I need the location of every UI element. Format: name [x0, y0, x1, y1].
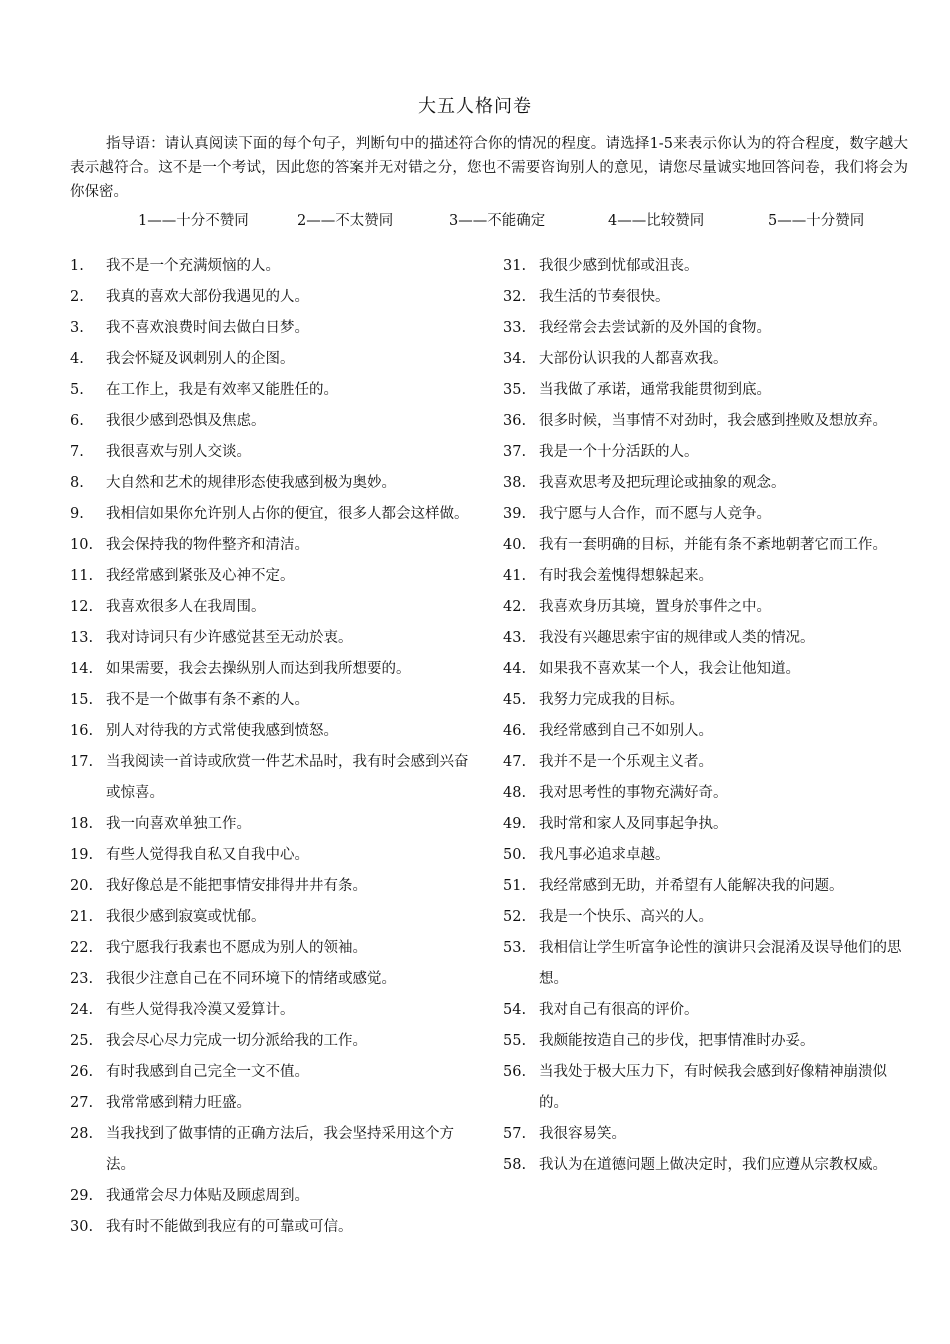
- question-item: [70, 1088, 480, 1119]
- question-text: 有时我会羞愧得想躲起来。: [539, 568, 713, 584]
- question-number: 43.: [503, 630, 527, 646]
- question-number: 4.: [70, 351, 84, 367]
- question-item: [503, 995, 911, 1026]
- question-number: 50.: [503, 847, 527, 863]
- question-number: 33.: [503, 320, 527, 336]
- question-number: 27.: [70, 1095, 94, 1111]
- question-item: [503, 809, 911, 840]
- question-item: [503, 654, 911, 685]
- question-text: 我很容易笑。: [539, 1126, 626, 1142]
- question-item: [503, 747, 911, 778]
- question-text: 我有一套明确的目标，并能有条不紊地朝著它而工作。: [539, 537, 887, 553]
- question-number: 29.: [70, 1188, 94, 1204]
- question-item: [70, 716, 480, 747]
- question-text: 我宁愿与人合作，而不愿与人竞争。: [539, 506, 771, 522]
- question-number: 46.: [503, 723, 527, 739]
- question-item: [503, 902, 911, 933]
- question-text: 我喜欢思考及把玩理论或抽象的观念。: [539, 475, 786, 491]
- question-item: [503, 313, 911, 344]
- question-text: 我不是一个充满烦恼的人。: [106, 258, 280, 274]
- question-item: [70, 840, 480, 871]
- question-number: 35.: [503, 382, 527, 398]
- question-number: 24.: [70, 1002, 94, 1018]
- question-number: 18.: [70, 816, 94, 832]
- question-text: 我很少感到忧郁或沮丧。: [539, 258, 699, 274]
- question-text: 很多时候，当事情不对劲时，我会感到挫败及想放弃。: [539, 413, 887, 429]
- question-number: 45.: [503, 692, 527, 708]
- question-item: [70, 1057, 480, 1088]
- question-text: 我对思考性的事物充满好奇。: [539, 785, 728, 801]
- question-number: 23.: [70, 971, 94, 987]
- question-number: 48.: [503, 785, 527, 801]
- question-text: 我一向喜欢单独工作。: [106, 816, 251, 832]
- question-item: [70, 1181, 480, 1212]
- scale-option-4: 4——比较赞同: [608, 213, 705, 229]
- question-item: [70, 313, 480, 344]
- question-item: [70, 344, 480, 375]
- question-item: [503, 344, 911, 375]
- question-text: 我宁愿我行我素也不愿成为别人的领袖。: [106, 940, 367, 956]
- question-number: 16.: [70, 723, 94, 739]
- question-text: 我相信让学生听富争论性的演讲只会混淆及误导他们的思想。: [539, 940, 902, 987]
- question-text: 有些人觉得我自私又自我中心。: [106, 847, 309, 863]
- question-item: [503, 251, 911, 282]
- question-item: [503, 1026, 911, 1057]
- question-text: 我凡事必追求卓越。: [539, 847, 670, 863]
- question-text: 我经常感到自己不如别人。: [539, 723, 713, 739]
- question-number: 11.: [70, 568, 94, 584]
- scale-option-2: 2——不太赞同: [297, 213, 394, 229]
- question-text: 我通常会尽力体贴及顾虑周到。: [106, 1188, 309, 1204]
- question-number: 5.: [70, 382, 84, 398]
- question-item: [503, 840, 911, 871]
- question-item: [70, 499, 480, 530]
- question-item: [70, 561, 480, 592]
- question-item: [70, 685, 480, 716]
- question-item: [503, 685, 911, 716]
- question-number: 38.: [503, 475, 527, 491]
- question-number: 31.: [503, 258, 527, 274]
- question-item: [503, 499, 911, 530]
- question-number: 55.: [503, 1033, 527, 1049]
- question-number: 58.: [503, 1157, 527, 1173]
- question-item: [70, 933, 480, 964]
- question-number: 42.: [503, 599, 527, 615]
- question-text: 有些人觉得我冷漠又爱算计。: [106, 1002, 295, 1018]
- question-item: [503, 530, 911, 561]
- question-text: 我没有兴趣思索宇宙的规律或人类的情况。: [539, 630, 815, 646]
- question-list-left: [70, 251, 480, 1243]
- question-text: 我会尽心尽力完成一切分派给我的工作。: [106, 1033, 367, 1049]
- question-number: 21.: [70, 909, 94, 925]
- question-text: 我并不是一个乐观主义者。: [539, 754, 713, 770]
- question-number: 51.: [503, 878, 527, 894]
- question-text: 我相信如果你允许别人占你的便宜，很多人都会这样做。: [106, 506, 469, 522]
- question-item: [70, 902, 480, 933]
- question-text: 我会怀疑及讽刺别人的企图。: [106, 351, 295, 367]
- question-item: [70, 871, 480, 902]
- question-item: [70, 964, 480, 995]
- question-number: 10.: [70, 537, 94, 553]
- question-item: [503, 778, 911, 809]
- question-text: 别人对待我的方式常使我感到愤怒。: [106, 723, 338, 739]
- question-number: 34.: [503, 351, 527, 367]
- question-number: 17.: [70, 754, 94, 770]
- question-item: [503, 933, 911, 995]
- question-text: 我对自己有很高的评价。: [539, 1002, 699, 1018]
- scale-option-1: 1——十分不赞同: [138, 213, 249, 229]
- scale-option-5: 5——十分赞同: [768, 213, 865, 229]
- question-item: [503, 282, 911, 313]
- question-text: 我时常和家人及同事起争执。: [539, 816, 728, 832]
- question-text: 我是一个十分活跃的人。: [539, 444, 699, 460]
- question-item: [503, 375, 911, 406]
- question-number: 26.: [70, 1064, 94, 1080]
- question-item: [70, 375, 480, 406]
- question-number: 7.: [70, 444, 84, 460]
- question-item: [70, 468, 480, 499]
- question-text: 我很少感到寂寞或忧郁。: [106, 909, 266, 925]
- question-item: [70, 592, 480, 623]
- question-text: 我好像总是不能把事情安排得井井有条。: [106, 878, 367, 894]
- question-list-right: [503, 251, 911, 1181]
- question-item: [70, 654, 480, 685]
- question-number: 52.: [503, 909, 527, 925]
- question-item: [503, 623, 911, 654]
- question-item: [503, 406, 911, 437]
- question-number: 2.: [70, 289, 84, 305]
- question-number: 25.: [70, 1033, 94, 1049]
- question-text: 我不喜欢浪费时间去做白日梦。: [106, 320, 309, 336]
- question-item: [70, 995, 480, 1026]
- instructions-paragraph: 指导语：请认真阅读下面的每个句子，判断句中的描述符合你的情况的程度。请选择1-5来表示你认为的符合程度，数字越大表示越符合。这不是一个考试，因此您的答案并无对错之分，您也不需要咨询别人的意见，请您尽量诚实地回答问卷，我们将会为你保密。: [70, 136, 908, 200]
- question-item: [503, 716, 911, 747]
- question-number: 41.: [503, 568, 527, 584]
- question-number: 13.: [70, 630, 94, 646]
- question-number: 32.: [503, 289, 527, 305]
- question-item: [70, 1119, 480, 1181]
- question-item: [503, 1057, 911, 1119]
- question-text: 大部份认识我的人都喜欢我。: [539, 351, 728, 367]
- question-number: 47.: [503, 754, 527, 770]
- question-number: 8.: [70, 475, 84, 491]
- question-number: 19.: [70, 847, 94, 863]
- question-item: [70, 437, 480, 468]
- question-text: 我经常感到紧张及心神不定。: [106, 568, 295, 584]
- question-text: 我对诗词只有少许感觉甚至无动於衷。: [106, 630, 353, 646]
- question-item: [503, 1119, 911, 1150]
- question-number: 39.: [503, 506, 527, 522]
- question-number: 22.: [70, 940, 94, 956]
- question-text: 当我处于极大压力下，有时候我会感到好像精神崩溃似的。: [539, 1064, 887, 1111]
- question-item: [70, 282, 480, 313]
- question-text: 我不是一个做事有条不紊的人。: [106, 692, 309, 708]
- question-text: 我真的喜欢大部份我遇见的人。: [106, 289, 309, 305]
- question-item: [503, 592, 911, 623]
- question-item: [70, 251, 480, 282]
- question-item: [70, 1212, 480, 1243]
- question-text: 我常常感到精力旺盛。: [106, 1095, 251, 1111]
- question-text: 当我阅读一首诗或欣赏一件艺术品时，我有时会感到兴奋或惊喜。: [106, 754, 469, 801]
- question-item: [70, 406, 480, 437]
- question-item: [70, 1026, 480, 1057]
- question-item: [503, 437, 911, 468]
- question-text: 我很喜欢与别人交谈。: [106, 444, 251, 460]
- question-number: 36.: [503, 413, 527, 429]
- question-item: [503, 871, 911, 902]
- question-number: 56.: [503, 1064, 527, 1080]
- question-text: 我喜欢很多人在我周围。: [106, 599, 266, 615]
- question-number: 9.: [70, 506, 84, 522]
- question-number: 14.: [70, 661, 94, 677]
- question-item: [503, 561, 911, 592]
- question-text: 我生活的节奏很快。: [539, 289, 670, 305]
- question-number: 1.: [70, 258, 84, 274]
- scale-option-3: 3——不能确定: [449, 213, 546, 229]
- question-text: 我经常感到无助，并希望有人能解决我的问题。: [539, 878, 844, 894]
- question-item: [70, 623, 480, 654]
- question-item: [503, 468, 911, 499]
- question-number: 44.: [503, 661, 527, 677]
- question-text: 我很少感到恐惧及焦虑。: [106, 413, 266, 429]
- question-text: 我努力完成我的目标。: [539, 692, 684, 708]
- question-number: 30.: [70, 1219, 94, 1235]
- question-item: [70, 747, 480, 809]
- question-number: 49.: [503, 816, 527, 832]
- question-item: [503, 1150, 911, 1181]
- question-number: 28.: [70, 1126, 94, 1142]
- question-number: 40.: [503, 537, 527, 553]
- question-text: 大自然和艺术的规律形态使我感到极为奥妙。: [106, 475, 396, 491]
- question-text: 当我做了承诺，通常我能贯彻到底。: [539, 382, 771, 398]
- question-number: 15.: [70, 692, 94, 708]
- question-text: 如果我不喜欢某一个人，我会让他知道。: [539, 661, 800, 677]
- question-item: [70, 809, 480, 840]
- question-text: 我认为在道德问题上做决定时，我们应遵从宗教权威。: [539, 1157, 887, 1173]
- question-text: 我很少注意自己在不同环境下的情绪或感觉。: [106, 971, 396, 987]
- question-text: 我喜欢身历其境，置身於事件之中。: [539, 599, 771, 615]
- question-number: 53.: [503, 940, 527, 956]
- question-number: 54.: [503, 1002, 527, 1018]
- question-number: 12.: [70, 599, 94, 615]
- question-number: 20.: [70, 878, 94, 894]
- question-item: [70, 530, 480, 561]
- question-number: 37.: [503, 444, 527, 460]
- page-title: 大五人格问卷: [418, 96, 532, 117]
- question-text: 我经常会去尝试新的及外国的食物。: [539, 320, 771, 336]
- question-text: 在工作上，我是有效率又能胜任的。: [106, 382, 338, 398]
- question-text: 我有时不能做到我应有的可靠或可信。: [106, 1219, 353, 1235]
- question-text: 我颇能按造自己的步伐，把事情准时办妥。: [539, 1033, 815, 1049]
- question-number: 3.: [70, 320, 84, 336]
- question-text: 有时我感到自己完全一文不值。: [106, 1064, 309, 1080]
- question-text: 我是一个快乐、高兴的人。: [539, 909, 713, 925]
- question-text: 当我找到了做事情的正确方法后，我会坚持采用这个方法。: [106, 1126, 454, 1173]
- question-number: 57.: [503, 1126, 527, 1142]
- question-text: 我会保持我的物件整齐和清洁。: [106, 537, 309, 553]
- question-text: 如果需要，我会去操纵别人而达到我所想要的。: [106, 661, 411, 677]
- question-number: 6.: [70, 413, 84, 429]
